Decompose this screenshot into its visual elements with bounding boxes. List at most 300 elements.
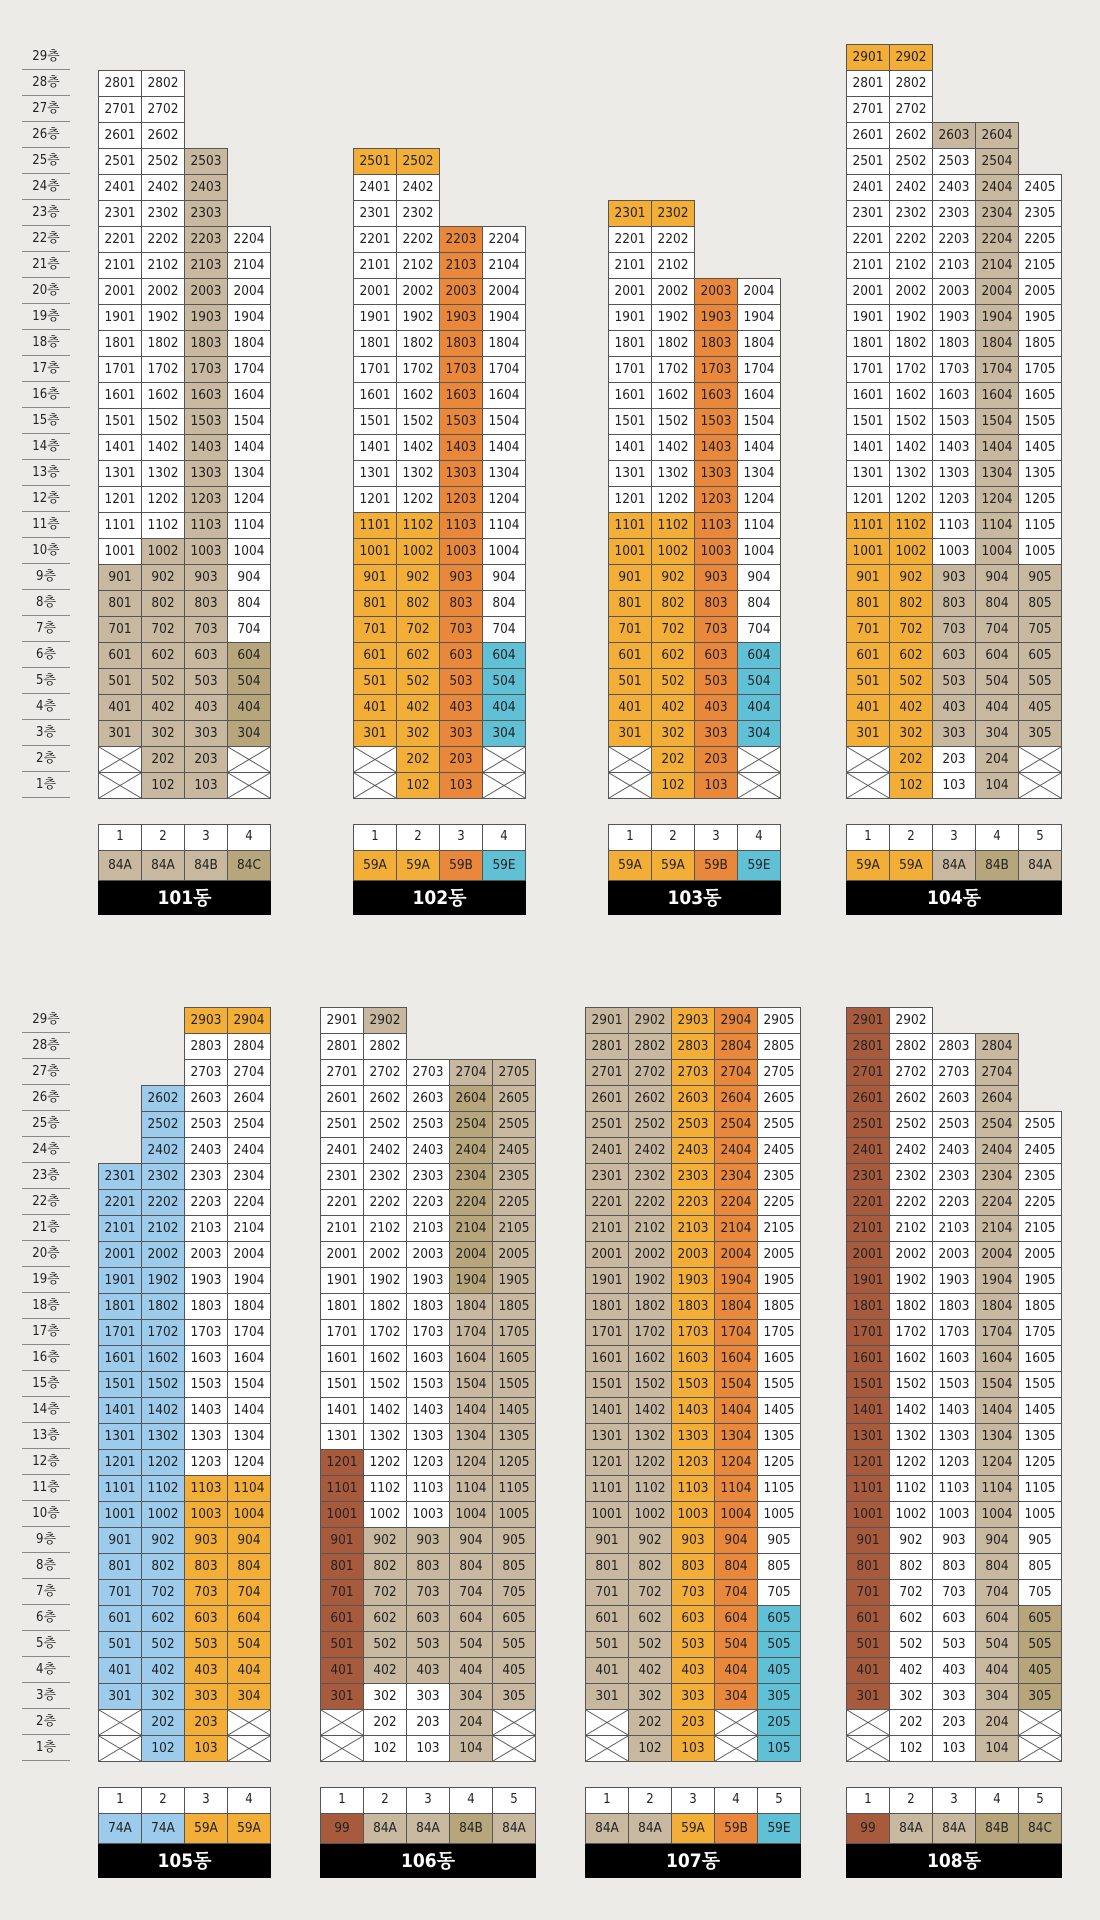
unit-cell[interactable]: 2004 bbox=[227, 1241, 271, 1268]
unit-cell[interactable]: 1104 bbox=[227, 1475, 271, 1502]
unit-cell[interactable]: 305 bbox=[757, 1683, 801, 1710]
unit-cell[interactable]: 102 bbox=[889, 1735, 933, 1762]
unit-cell[interactable]: 2103 bbox=[671, 1215, 715, 1242]
unit-cell[interactable]: 602 bbox=[363, 1605, 407, 1632]
unit-cell[interactable]: 205 bbox=[757, 1709, 801, 1736]
unit-cell[interactable]: 1302 bbox=[396, 460, 440, 487]
unit-cell[interactable]: 2001 bbox=[353, 278, 397, 305]
unit-cell[interactable]: 2204 bbox=[975, 1189, 1019, 1216]
unit-cell[interactable]: 401 bbox=[846, 1657, 890, 1684]
unit-cell[interactable]: 2303 bbox=[184, 200, 228, 227]
unit-cell[interactable]: 604 bbox=[737, 642, 781, 669]
unit-cell[interactable]: 301 bbox=[98, 720, 142, 747]
unit-cell[interactable]: 1901 bbox=[353, 304, 397, 331]
unit-cell[interactable]: 704 bbox=[227, 616, 271, 643]
unit-cell[interactable]: 1503 bbox=[439, 408, 483, 435]
unit-cell[interactable]: 1503 bbox=[932, 408, 976, 435]
unit-cell[interactable]: 403 bbox=[932, 694, 976, 721]
unit-cell[interactable]: 2403 bbox=[671, 1137, 715, 1164]
unit-cell[interactable]: 402 bbox=[396, 694, 440, 721]
unit-cell[interactable]: 801 bbox=[353, 590, 397, 617]
unit-cell[interactable]: 2104 bbox=[975, 252, 1019, 279]
unit-cell[interactable]: 2001 bbox=[846, 1241, 890, 1268]
unit-cell[interactable]: 1804 bbox=[714, 1293, 758, 1320]
unit-cell[interactable]: 1002 bbox=[141, 538, 185, 565]
unit-cell[interactable]: 1004 bbox=[714, 1501, 758, 1528]
unit-cell[interactable]: 2804 bbox=[714, 1033, 758, 1060]
unit-cell[interactable]: 1102 bbox=[141, 1475, 185, 1502]
unit-cell[interactable]: 1903 bbox=[671, 1267, 715, 1294]
unit-cell[interactable]: 202 bbox=[141, 746, 185, 773]
unit-cell[interactable]: 1801 bbox=[98, 1293, 142, 1320]
unit-cell[interactable]: 1404 bbox=[714, 1397, 758, 1424]
unit-cell[interactable]: 603 bbox=[406, 1605, 450, 1632]
unit-cell[interactable]: 2303 bbox=[671, 1163, 715, 1190]
unit-cell[interactable]: 1402 bbox=[141, 1397, 185, 1424]
unit-cell[interactable]: 603 bbox=[932, 642, 976, 669]
unit-cell[interactable]: 403 bbox=[439, 694, 483, 721]
unit-cell[interactable]: 1601 bbox=[846, 382, 890, 409]
unit-cell[interactable]: 2603 bbox=[932, 122, 976, 149]
unit-cell[interactable]: 103 bbox=[694, 772, 738, 799]
unit-cell[interactable]: 2401 bbox=[846, 174, 890, 201]
unit-cell[interactable]: 2004 bbox=[449, 1241, 493, 1268]
unit-cell[interactable]: 1502 bbox=[141, 1371, 185, 1398]
unit-cell[interactable]: 903 bbox=[184, 564, 228, 591]
unit-cell[interactable]: 102 bbox=[651, 772, 695, 799]
unit-cell[interactable]: 1005 bbox=[1018, 1501, 1062, 1528]
unit-cell[interactable]: 1601 bbox=[846, 1345, 890, 1372]
unit-cell[interactable]: 2802 bbox=[889, 1033, 933, 1060]
unit-cell[interactable]: 2405 bbox=[1018, 174, 1062, 201]
unit-cell[interactable]: 103 bbox=[932, 772, 976, 799]
unit-cell[interactable]: 805 bbox=[1018, 1553, 1062, 1580]
unit-cell[interactable]: 1005 bbox=[1018, 538, 1062, 565]
unit-cell[interactable]: 2703 bbox=[406, 1059, 450, 1086]
unit-cell[interactable]: 1304 bbox=[737, 460, 781, 487]
unit-cell[interactable]: 702 bbox=[889, 616, 933, 643]
unit-cell[interactable]: 1901 bbox=[98, 304, 142, 331]
unit-cell[interactable]: 1502 bbox=[889, 1371, 933, 1398]
unit-cell[interactable]: 704 bbox=[975, 1579, 1019, 1606]
unit-cell[interactable]: 504 bbox=[449, 1631, 493, 1658]
unit-cell[interactable]: 2201 bbox=[846, 1189, 890, 1216]
unit-cell[interactable]: 405 bbox=[1018, 694, 1062, 721]
unit-cell[interactable]: 604 bbox=[975, 642, 1019, 669]
unit-cell[interactable]: 805 bbox=[492, 1553, 536, 1580]
unit-cell[interactable]: 502 bbox=[396, 668, 440, 695]
unit-cell[interactable]: 2504 bbox=[975, 1111, 1019, 1138]
unit-cell[interactable]: 1904 bbox=[737, 304, 781, 331]
unit-cell[interactable]: 603 bbox=[184, 1605, 228, 1632]
unit-cell[interactable]: 1405 bbox=[1018, 1397, 1062, 1424]
unit-cell[interactable]: 902 bbox=[628, 1527, 672, 1554]
unit-cell[interactable]: 2204 bbox=[449, 1189, 493, 1216]
unit-cell[interactable]: 2304 bbox=[714, 1163, 758, 1190]
unit-cell[interactable]: 1805 bbox=[1018, 330, 1062, 357]
unit-cell[interactable]: 2205 bbox=[757, 1189, 801, 1216]
unit-cell[interactable]: 1803 bbox=[184, 330, 228, 357]
unit-cell[interactable]: 2303 bbox=[932, 200, 976, 227]
unit-cell[interactable]: 1105 bbox=[492, 1475, 536, 1502]
unit-cell[interactable]: 2101 bbox=[98, 252, 142, 279]
unit-cell[interactable]: 1705 bbox=[757, 1319, 801, 1346]
unit-cell[interactable]: 1005 bbox=[492, 1501, 536, 1528]
unit-cell[interactable]: 404 bbox=[737, 694, 781, 721]
unit-cell[interactable]: 902 bbox=[651, 564, 695, 591]
unit-cell[interactable]: 1704 bbox=[975, 356, 1019, 383]
unit-cell[interactable]: 804 bbox=[227, 590, 271, 617]
unit-cell[interactable]: 2702 bbox=[141, 96, 185, 123]
unit-cell[interactable]: 2504 bbox=[449, 1111, 493, 1138]
unit-cell[interactable]: 1902 bbox=[141, 304, 185, 331]
unit-cell[interactable]: 402 bbox=[651, 694, 695, 721]
unit-cell[interactable]: 1303 bbox=[184, 460, 228, 487]
unit-cell[interactable]: 1501 bbox=[608, 408, 652, 435]
unit-cell[interactable]: 1505 bbox=[492, 1371, 536, 1398]
unit-cell[interactable]: 804 bbox=[714, 1553, 758, 1580]
unit-cell[interactable]: 1805 bbox=[757, 1293, 801, 1320]
unit-cell[interactable]: 1202 bbox=[396, 486, 440, 513]
unit-cell[interactable]: 1903 bbox=[932, 1267, 976, 1294]
unit-cell[interactable]: 701 bbox=[98, 1579, 142, 1606]
unit-cell[interactable]: 301 bbox=[353, 720, 397, 747]
unit-cell[interactable]: 1401 bbox=[608, 434, 652, 461]
unit-cell[interactable]: 903 bbox=[932, 1527, 976, 1554]
unit-cell[interactable]: 1105 bbox=[757, 1475, 801, 1502]
unit-cell[interactable]: 2301 bbox=[846, 200, 890, 227]
unit-cell[interactable]: 2704 bbox=[449, 1059, 493, 1086]
unit-cell[interactable]: 2001 bbox=[98, 278, 142, 305]
unit-cell[interactable]: 802 bbox=[363, 1553, 407, 1580]
unit-cell[interactable]: 103 bbox=[671, 1735, 715, 1762]
unit-cell[interactable]: 2903 bbox=[671, 1007, 715, 1034]
unit-cell[interactable]: 404 bbox=[975, 694, 1019, 721]
unit-cell[interactable]: 401 bbox=[98, 1657, 142, 1684]
unit-cell[interactable]: 1504 bbox=[714, 1371, 758, 1398]
unit-cell[interactable]: 1501 bbox=[98, 1371, 142, 1398]
unit-cell[interactable]: 1003 bbox=[184, 538, 228, 565]
unit-cell[interactable]: 1801 bbox=[846, 1293, 890, 1320]
unit-cell[interactable]: 1204 bbox=[975, 486, 1019, 513]
unit-cell[interactable]: 1101 bbox=[98, 512, 142, 539]
unit-cell[interactable]: 2102 bbox=[889, 1215, 933, 1242]
unit-cell[interactable]: 301 bbox=[320, 1683, 364, 1710]
unit-cell[interactable]: 1102 bbox=[396, 512, 440, 539]
unit-cell[interactable]: 1603 bbox=[932, 382, 976, 409]
unit-cell[interactable]: 1401 bbox=[846, 434, 890, 461]
unit-cell[interactable]: 304 bbox=[975, 720, 1019, 747]
unit-cell[interactable]: 1601 bbox=[585, 1345, 629, 1372]
unit-cell[interactable]: 1702 bbox=[889, 1319, 933, 1346]
unit-cell[interactable]: 702 bbox=[363, 1579, 407, 1606]
unit-cell[interactable]: 702 bbox=[628, 1579, 672, 1606]
unit-cell[interactable]: 1604 bbox=[975, 382, 1019, 409]
unit-cell[interactable]: 2602 bbox=[141, 1085, 185, 1112]
unit-cell[interactable]: 1303 bbox=[671, 1423, 715, 1450]
unit-cell[interactable]: 602 bbox=[141, 642, 185, 669]
unit-cell[interactable]: 2502 bbox=[141, 1111, 185, 1138]
unit-cell[interactable]: 1803 bbox=[671, 1293, 715, 1320]
unit-cell[interactable]: 1202 bbox=[628, 1449, 672, 1476]
unit-cell[interactable]: 2203 bbox=[439, 226, 483, 253]
unit-cell[interactable]: 601 bbox=[98, 642, 142, 669]
unit-cell[interactable]: 1903 bbox=[694, 304, 738, 331]
unit-cell[interactable]: 2005 bbox=[1018, 1241, 1062, 1268]
unit-cell[interactable]: 2701 bbox=[846, 96, 890, 123]
unit-cell[interactable]: 1802 bbox=[889, 1293, 933, 1320]
unit-cell[interactable]: 2201 bbox=[585, 1189, 629, 1216]
unit-cell[interactable]: 2301 bbox=[585, 1163, 629, 1190]
unit-cell[interactable]: 1903 bbox=[184, 304, 228, 331]
unit-cell[interactable]: 2402 bbox=[628, 1137, 672, 1164]
unit-cell[interactable]: 403 bbox=[694, 694, 738, 721]
unit-cell[interactable]: 1502 bbox=[363, 1371, 407, 1398]
unit-cell[interactable]: 1504 bbox=[449, 1371, 493, 1398]
unit-cell[interactable]: 2101 bbox=[353, 252, 397, 279]
unit-cell[interactable]: 1101 bbox=[846, 1475, 890, 1502]
unit-cell[interactable]: 1004 bbox=[449, 1501, 493, 1528]
unit-cell[interactable]: 202 bbox=[628, 1709, 672, 1736]
unit-cell[interactable]: 1202 bbox=[141, 1449, 185, 1476]
unit-cell[interactable]: 1504 bbox=[227, 408, 271, 435]
unit-cell[interactable]: 1905 bbox=[492, 1267, 536, 1294]
unit-cell[interactable]: 2105 bbox=[1018, 1215, 1062, 1242]
unit-cell[interactable]: 2402 bbox=[889, 174, 933, 201]
unit-cell[interactable]: 1003 bbox=[184, 1501, 228, 1528]
unit-cell[interactable]: 2105 bbox=[757, 1215, 801, 1242]
unit-cell[interactable]: 1201 bbox=[320, 1449, 364, 1476]
unit-cell[interactable]: 2701 bbox=[320, 1059, 364, 1086]
unit-cell[interactable]: 1104 bbox=[975, 1475, 1019, 1502]
unit-cell[interactable]: 501 bbox=[98, 668, 142, 695]
unit-cell[interactable]: 2002 bbox=[889, 1241, 933, 1268]
unit-cell[interactable]: 601 bbox=[846, 1605, 890, 1632]
unit-cell[interactable]: 2103 bbox=[932, 252, 976, 279]
unit-cell[interactable]: 1801 bbox=[320, 1293, 364, 1320]
unit-cell[interactable]: 2105 bbox=[492, 1215, 536, 1242]
unit-cell[interactable]: 1904 bbox=[714, 1267, 758, 1294]
unit-cell[interactable]: 1603 bbox=[184, 382, 228, 409]
unit-cell[interactable]: 105 bbox=[757, 1735, 801, 1762]
unit-cell[interactable]: 802 bbox=[628, 1553, 672, 1580]
unit-cell[interactable]: 404 bbox=[714, 1657, 758, 1684]
unit-cell[interactable]: 604 bbox=[975, 1605, 1019, 1632]
unit-cell[interactable]: 2103 bbox=[439, 252, 483, 279]
unit-cell[interactable]: 1804 bbox=[449, 1293, 493, 1320]
unit-cell[interactable]: 1701 bbox=[846, 356, 890, 383]
unit-cell[interactable]: 503 bbox=[932, 1631, 976, 1658]
unit-cell[interactable]: 1305 bbox=[1018, 460, 1062, 487]
unit-cell[interactable]: 1602 bbox=[363, 1345, 407, 1372]
unit-cell[interactable]: 2002 bbox=[889, 278, 933, 305]
unit-cell[interactable]: 505 bbox=[1018, 668, 1062, 695]
unit-cell[interactable]: 2604 bbox=[975, 1085, 1019, 1112]
unit-cell[interactable]: 1702 bbox=[628, 1319, 672, 1346]
unit-cell[interactable]: 1902 bbox=[363, 1267, 407, 1294]
unit-cell[interactable]: 404 bbox=[227, 1657, 271, 1684]
unit-cell[interactable]: 2504 bbox=[227, 1111, 271, 1138]
unit-cell[interactable]: 1504 bbox=[975, 408, 1019, 435]
unit-cell[interactable]: 503 bbox=[671, 1631, 715, 1658]
unit-cell[interactable]: 1803 bbox=[932, 1293, 976, 1320]
unit-cell[interactable]: 2705 bbox=[757, 1059, 801, 1086]
unit-cell[interactable]: 2004 bbox=[975, 1241, 1019, 1268]
unit-cell[interactable]: 1603 bbox=[671, 1345, 715, 1372]
unit-cell[interactable]: 2301 bbox=[353, 200, 397, 227]
unit-cell[interactable]: 401 bbox=[320, 1657, 364, 1684]
unit-cell[interactable]: 1903 bbox=[932, 304, 976, 331]
unit-cell[interactable]: 1903 bbox=[439, 304, 483, 331]
unit-cell[interactable]: 2601 bbox=[585, 1085, 629, 1112]
unit-cell[interactable]: 2404 bbox=[714, 1137, 758, 1164]
unit-cell[interactable]: 1104 bbox=[482, 512, 526, 539]
unit-cell[interactable]: 2704 bbox=[975, 1059, 1019, 1086]
unit-cell[interactable]: 2704 bbox=[227, 1059, 271, 1086]
unit-cell[interactable]: 1102 bbox=[651, 512, 695, 539]
unit-cell[interactable]: 2502 bbox=[141, 148, 185, 175]
unit-cell[interactable]: 2303 bbox=[932, 1163, 976, 1190]
unit-cell[interactable]: 102 bbox=[889, 772, 933, 799]
unit-cell[interactable]: 1404 bbox=[975, 434, 1019, 461]
unit-cell[interactable]: 1602 bbox=[396, 382, 440, 409]
unit-cell[interactable]: 2904 bbox=[227, 1007, 271, 1034]
unit-cell[interactable]: 2203 bbox=[406, 1189, 450, 1216]
unit-cell[interactable]: 2904 bbox=[714, 1007, 758, 1034]
unit-cell[interactable]: 1603 bbox=[694, 382, 738, 409]
unit-cell[interactable]: 2501 bbox=[585, 1111, 629, 1138]
unit-cell[interactable]: 2203 bbox=[671, 1189, 715, 1216]
unit-cell[interactable]: 304 bbox=[714, 1683, 758, 1710]
unit-cell[interactable]: 804 bbox=[482, 590, 526, 617]
unit-cell[interactable]: 1302 bbox=[141, 460, 185, 487]
unit-cell[interactable]: 701 bbox=[320, 1579, 364, 1606]
unit-cell[interactable]: 705 bbox=[757, 1579, 801, 1606]
unit-cell[interactable]: 702 bbox=[141, 1579, 185, 1606]
unit-cell[interactable]: 1304 bbox=[449, 1423, 493, 1450]
unit-cell[interactable]: 2402 bbox=[141, 1137, 185, 1164]
unit-cell[interactable]: 504 bbox=[482, 668, 526, 695]
unit-cell[interactable]: 1901 bbox=[320, 1267, 364, 1294]
unit-cell[interactable]: 2305 bbox=[1018, 1163, 1062, 1190]
unit-cell[interactable]: 2505 bbox=[492, 1111, 536, 1138]
unit-cell[interactable]: 1605 bbox=[757, 1345, 801, 1372]
unit-cell[interactable]: 2104 bbox=[449, 1215, 493, 1242]
unit-cell[interactable]: 1004 bbox=[482, 538, 526, 565]
unit-cell[interactable]: 103 bbox=[184, 1735, 228, 1762]
unit-cell[interactable]: 903 bbox=[406, 1527, 450, 1554]
unit-cell[interactable]: 901 bbox=[98, 564, 142, 591]
unit-cell[interactable]: 1803 bbox=[439, 330, 483, 357]
unit-cell[interactable]: 2301 bbox=[98, 1163, 142, 1190]
unit-cell[interactable]: 1203 bbox=[184, 1449, 228, 1476]
unit-cell[interactable]: 502 bbox=[141, 668, 185, 695]
unit-cell[interactable]: 203 bbox=[184, 1709, 228, 1736]
unit-cell[interactable]: 2205 bbox=[1018, 226, 1062, 253]
unit-cell[interactable]: 1103 bbox=[184, 1475, 228, 1502]
unit-cell[interactable]: 2602 bbox=[889, 122, 933, 149]
unit-cell[interactable]: 2802 bbox=[889, 70, 933, 97]
unit-cell[interactable]: 2004 bbox=[714, 1241, 758, 1268]
unit-cell[interactable]: 1603 bbox=[439, 382, 483, 409]
unit-cell[interactable]: 1301 bbox=[320, 1423, 364, 1450]
unit-cell[interactable]: 1003 bbox=[439, 538, 483, 565]
unit-cell[interactable]: 901 bbox=[608, 564, 652, 591]
unit-cell[interactable]: 203 bbox=[406, 1709, 450, 1736]
unit-cell[interactable]: 2104 bbox=[227, 252, 271, 279]
unit-cell[interactable]: 804 bbox=[975, 590, 1019, 617]
unit-cell[interactable]: 2801 bbox=[846, 1033, 890, 1060]
unit-cell[interactable]: 901 bbox=[846, 564, 890, 591]
unit-cell[interactable]: 202 bbox=[651, 746, 695, 773]
unit-cell[interactable]: 2204 bbox=[482, 226, 526, 253]
unit-cell[interactable]: 402 bbox=[628, 1657, 672, 1684]
unit-cell[interactable]: 2204 bbox=[227, 226, 271, 253]
unit-cell[interactable]: 904 bbox=[737, 564, 781, 591]
unit-cell[interactable]: 2803 bbox=[184, 1033, 228, 1060]
unit-cell[interactable]: 2703 bbox=[932, 1059, 976, 1086]
unit-cell[interactable]: 2901 bbox=[846, 44, 890, 71]
unit-cell[interactable]: 704 bbox=[737, 616, 781, 643]
unit-cell[interactable]: 401 bbox=[608, 694, 652, 721]
unit-cell[interactable]: 2801 bbox=[320, 1033, 364, 1060]
unit-cell[interactable]: 1902 bbox=[628, 1267, 672, 1294]
unit-cell[interactable]: 1601 bbox=[98, 382, 142, 409]
unit-cell[interactable]: 303 bbox=[406, 1683, 450, 1710]
unit-cell[interactable]: 1904 bbox=[449, 1267, 493, 1294]
unit-cell[interactable]: 1501 bbox=[846, 408, 890, 435]
unit-cell[interactable]: 2202 bbox=[889, 1189, 933, 1216]
unit-cell[interactable]: 1302 bbox=[141, 1423, 185, 1450]
unit-cell[interactable]: 1801 bbox=[608, 330, 652, 357]
unit-cell[interactable]: 703 bbox=[184, 616, 228, 643]
unit-cell[interactable]: 803 bbox=[932, 590, 976, 617]
unit-cell[interactable]: 505 bbox=[757, 1631, 801, 1658]
unit-cell[interactable]: 2501 bbox=[846, 1111, 890, 1138]
unit-cell[interactable]: 302 bbox=[141, 720, 185, 747]
unit-cell[interactable]: 701 bbox=[846, 1579, 890, 1606]
unit-cell[interactable]: 2503 bbox=[932, 148, 976, 175]
unit-cell[interactable]: 404 bbox=[482, 694, 526, 721]
unit-cell[interactable]: 905 bbox=[492, 1527, 536, 1554]
unit-cell[interactable]: 2702 bbox=[889, 1059, 933, 1086]
unit-cell[interactable]: 1205 bbox=[1018, 1449, 1062, 1476]
unit-cell[interactable]: 1704 bbox=[737, 356, 781, 383]
unit-cell[interactable]: 1405 bbox=[757, 1397, 801, 1424]
unit-cell[interactable]: 503 bbox=[694, 668, 738, 695]
unit-cell[interactable]: 2504 bbox=[714, 1111, 758, 1138]
unit-cell[interactable]: 902 bbox=[141, 1527, 185, 1554]
unit-cell[interactable]: 1703 bbox=[406, 1319, 450, 1346]
unit-cell[interactable]: 1301 bbox=[98, 1423, 142, 1450]
unit-cell[interactable]: 1902 bbox=[141, 1267, 185, 1294]
unit-cell[interactable]: 1401 bbox=[846, 1397, 890, 1424]
unit-cell[interactable]: 2403 bbox=[406, 1137, 450, 1164]
unit-cell[interactable]: 1204 bbox=[737, 486, 781, 513]
unit-cell[interactable]: 1201 bbox=[846, 486, 890, 513]
unit-cell[interactable]: 1303 bbox=[932, 1423, 976, 1450]
unit-cell[interactable]: 803 bbox=[184, 1553, 228, 1580]
unit-cell[interactable]: 1201 bbox=[608, 486, 652, 513]
unit-cell[interactable]: 1302 bbox=[889, 1423, 933, 1450]
unit-cell[interactable]: 1202 bbox=[141, 486, 185, 513]
unit-cell[interactable]: 803 bbox=[184, 590, 228, 617]
unit-cell[interactable]: 2002 bbox=[363, 1241, 407, 1268]
unit-cell[interactable]: 1203 bbox=[184, 486, 228, 513]
unit-cell[interactable]: 202 bbox=[889, 746, 933, 773]
unit-cell[interactable]: 602 bbox=[141, 1605, 185, 1632]
unit-cell[interactable]: 1005 bbox=[757, 1501, 801, 1528]
